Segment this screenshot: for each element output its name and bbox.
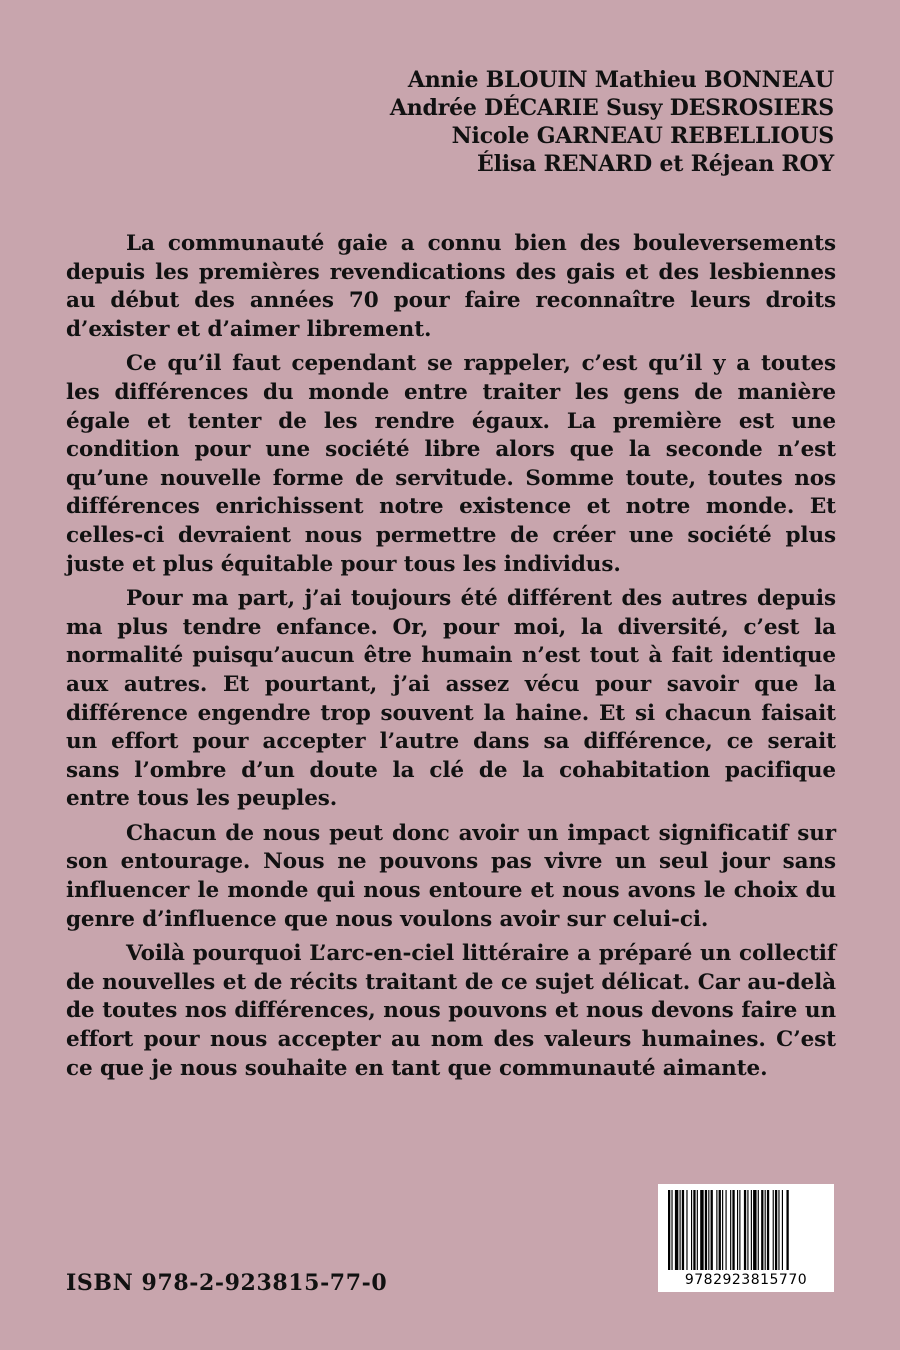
blurb-paragraph: La communauté gaie a connu bien des bouleversements depuis les premières revendications des gais et des lesbiennes au début des années 70 pour faire reconnaître leurs droits d’exister et d’aimer librement. — [66, 231, 836, 342]
barcode — [658, 1184, 834, 1292]
barcode-bar — [708, 1190, 709, 1270]
barcode-bar — [765, 1190, 766, 1270]
barcode-bar — [686, 1190, 687, 1270]
barcode-bar — [778, 1190, 779, 1270]
author-line: Annie BLOUIN Mathieu BONNEAU — [407, 67, 834, 93]
barcode-bar — [722, 1190, 723, 1270]
barcode-bar — [739, 1190, 740, 1270]
barcode-bar — [711, 1190, 713, 1270]
barcode-bar — [675, 1190, 678, 1270]
barcode-bar — [671, 1190, 672, 1270]
barcode-bars-icon — [666, 1190, 826, 1270]
barcode-bar — [767, 1190, 769, 1270]
barcode-bar — [730, 1190, 731, 1270]
barcode-bar — [719, 1190, 721, 1270]
barcode-bar — [737, 1190, 738, 1270]
barcode-bar — [732, 1190, 734, 1270]
back-cover-blurb — [66, 230, 836, 1089]
isbn-label: ISBN 978-2-923815-77-0 — [66, 1270, 388, 1296]
barcode-bar — [775, 1190, 777, 1270]
barcode-bar — [747, 1190, 748, 1270]
barcode-bar — [751, 1190, 752, 1270]
barcode-bar — [753, 1190, 756, 1270]
barcode-bar — [680, 1190, 681, 1270]
barcode-bar — [700, 1190, 703, 1270]
barcode-bar — [697, 1190, 698, 1270]
barcode-bar — [761, 1190, 763, 1270]
barcode-bar — [693, 1190, 695, 1270]
blurb-paragraph: Chacun de nous peut donc avoir un impact significatif sur son entourage. Nous ne pouvons pas vivre un seul jour sans influencer le monde qui nous entoure et nous avons le choix du genre d’influence que nous voulons avoir sur celui-ci. — [66, 820, 836, 932]
barcode-bar — [726, 1190, 727, 1270]
barcode-bar — [691, 1190, 692, 1270]
barcode-bar — [758, 1190, 759, 1270]
blurb-paragraph: Ce qu’il faut cependant se rappeler, c’est qu’il y a toutes les différences du monde entre traiter les gens de manière égale et tenter de les rendre égaux. La première est une condition pour une société libre alors que la seconde n’est qu’une nouvelle forme de servitude. Somme toute, toutes nos différences enrichissent notre existence et notre monde. Et celles-ci devraient nous permettre de créer une société plus juste et plus équitable pour tous les individus. — [66, 351, 836, 577]
author-list — [390, 66, 834, 178]
barcode-bar — [744, 1190, 746, 1270]
barcode-bar — [682, 1190, 684, 1270]
barcode-digits: 9782923815770 — [684, 1272, 808, 1288]
barcode-bar — [782, 1190, 783, 1270]
author-line: Élisa RENARD et Réjean ROY — [477, 151, 834, 177]
blurb-paragraph: Voilà pourquoi L’arc-en-ciel littéraire a préparé un collectif de nouvelles et de récits traitant de ce sujet délicat. Car au-delà de toutes nos différences, nous pouvons et nous devons faire un effort pour nous accepter au nom des valeurs humaines. C’est ce que je nous souhaite en tant que communauté aimante. — [66, 941, 836, 1081]
blurb-paragraph: Pour ma part, j’ai toujours été différent des autres depuis ma plus tendre enfance. Or, pour moi, la diversité, c’est la normalité puisqu’aucun être humain n’est tout à fait identique aux autres. Et pourtant, j’ai assez vécu pour savoir que la différence engendre trop souvent la haine. Et si chacun faisait un effort pour accepter l’autre dans sa différence, ce serait sans l’ombre d’un doute la clé de la cohabitation pacifique entre tous les peuples. — [66, 586, 836, 812]
barcode-bar — [668, 1190, 670, 1270]
barcode-bar — [716, 1190, 717, 1270]
barcode-bar — [705, 1190, 707, 1270]
author-line: Nicole GARNEAU REBELLIOUS — [451, 123, 834, 149]
barcode-bar — [773, 1190, 774, 1270]
barcode-bar — [786, 1190, 788, 1270]
author-line: Andrée DÉCARIE Susy DESROSIERS — [389, 95, 834, 121]
